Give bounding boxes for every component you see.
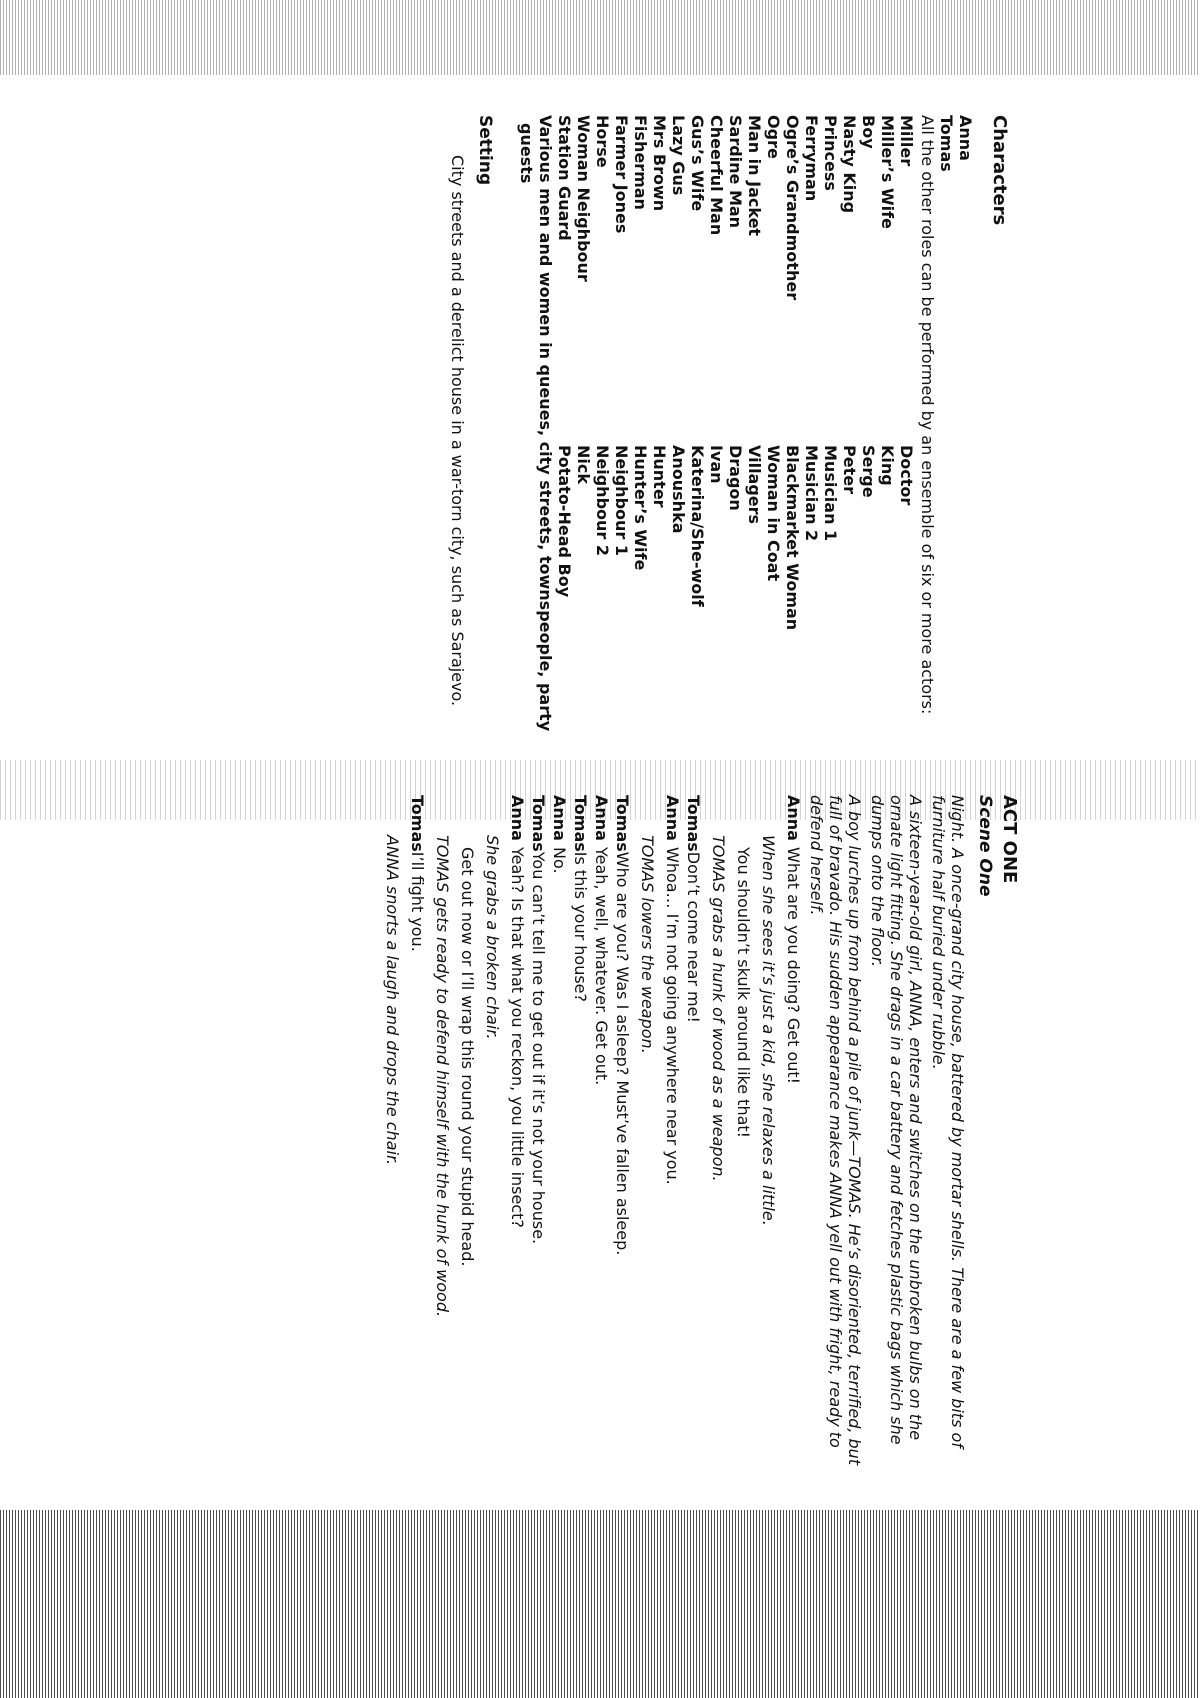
dialogue-line: [408, 795, 427, 1475]
dialogue-text: No.: [550, 847, 569, 874]
setting-heading: Setting: [475, 115, 495, 186]
scene-heading: Scene One: [975, 795, 995, 897]
dialogue-text: Whoa… I’m not going anywhere near you.: [663, 847, 682, 1185]
dialogue-text: You shouldn’t skulk around like that!: [734, 847, 753, 1139]
dialogue-text: Yeah, well, whatever. Get out.: [592, 847, 611, 1086]
dialogue-line: [458, 795, 477, 1475]
script-lines: [383, 795, 803, 1475]
role-item: Cheerful Man: [707, 115, 726, 236]
role-item: Mrs Brown: [650, 115, 669, 212]
role-item: King: [878, 445, 897, 486]
stage-direction-opening-1: Night. A once-grand city house, battered by mortar shells. There are a few bits of furniture half buried under rubble.: [929, 795, 967, 1448]
role-item: Hunter: [650, 445, 669, 508]
role-item: Woman Neighbour: [574, 115, 593, 282]
act-heading: ACT ONE: [999, 795, 1020, 884]
roles-column-1: [555, 115, 916, 445]
dialogue-line: [592, 795, 611, 1475]
dialogue-line: [508, 795, 527, 1475]
role-item: Woman in Coat: [764, 445, 783, 582]
roles-column-2: [555, 445, 916, 785]
role-item: Man in Jacket: [745, 115, 764, 237]
dialogue-line: [550, 795, 569, 1475]
role-item: Ivan: [707, 445, 726, 484]
role-item: Serge: [859, 445, 878, 498]
dialogue-text: I’ll fight you.: [408, 851, 427, 952]
characters-heading: Characters: [989, 115, 1010, 226]
speaker-name: Anna: [592, 795, 611, 841]
speaker-name: Anna: [508, 795, 527, 841]
role-item: Musician 1: [821, 445, 840, 542]
ensemble-roles: [555, 115, 916, 795]
role-item: Katerina/She-wolf: [688, 445, 707, 607]
stage-direction: TOMAS gets ready to defend himself with the hunk of wood.: [433, 835, 452, 1318]
dialogue-text: What are you doing? Get out!: [784, 847, 803, 1085]
dialogue-text: Get out now or I’ll wrap this round your stupid head.: [458, 847, 477, 1267]
dialogue-line: [663, 795, 682, 1475]
role-item: Ferryman: [802, 115, 821, 202]
speaker-name: Tomas: [529, 795, 548, 852]
speaker-name: Anna: [784, 795, 803, 841]
role-item: Fisherman: [631, 115, 650, 210]
speaker-name: Tomas: [571, 795, 590, 852]
role-item: Station Guard: [555, 115, 574, 241]
role-item: Musician 2: [802, 445, 821, 542]
dialogue-text: Is this your house?: [571, 851, 590, 1003]
role-item: Neighbour 1: [612, 445, 631, 556]
role-item: Blackmarket Woman: [783, 445, 802, 631]
dialogue-text: Don’t come near me!: [684, 851, 703, 1023]
speaker-name: Tomas: [408, 795, 427, 852]
role-item: Miller: [897, 115, 916, 167]
setting-text: City streets and a derelict house in a war-torn city, such as Sarajevo.: [448, 155, 467, 707]
dialogue-text: Yeah? Is that what you reckon, you little insect?: [508, 847, 527, 1228]
characters-page: [0, 115, 1010, 795]
dialogue-line: [734, 795, 753, 1475]
stage-direction: When she sees it’s just a kid, she relaxes a little.: [759, 835, 778, 1226]
role-item: Anoushka: [669, 445, 688, 534]
stage-direction-opening-2: A sixteen-year-old girl, ANNA, enters and switches on the unbroken bulbs on the ornate light fitting. She drags in a car battery and fetches plastic bags which she dumps onto the floor.: [868, 795, 925, 1445]
stage-direction: She grabs a broken chair.: [483, 835, 502, 1040]
dialogue-line: [684, 795, 703, 1475]
stage-direction-opening-3: A boy lurches up from behind a pile of junk—TOMAS. He’s disoriented, terrified, but full of bravado. His sudden appearance makes ANNA yell out with fright, ready to defend herself.: [807, 795, 864, 1466]
role-item: Villagers: [745, 445, 764, 525]
stage-direction: ANNA snorts a laugh and drops the chair.: [383, 835, 402, 1166]
speaker-name: Tomas: [684, 795, 703, 852]
role-item: Doctor: [897, 445, 916, 506]
ensemble-note: All the other roles can be performed by an ensemble of six or more actors:: [918, 115, 937, 715]
act-one-page: [10, 795, 1020, 1475]
role-item: Hunter’s Wife: [631, 445, 650, 571]
scan-noise-top: [0, 0, 1200, 75]
role-item: Sardine Man: [726, 115, 745, 229]
lead-tomas: Tomas: [937, 115, 956, 172]
role-item: Horse: [593, 115, 612, 168]
stage-direction: TOMAS lowers the weapon.: [638, 835, 657, 1054]
role-item: Miller’s Wife: [878, 115, 897, 229]
scan-noise-bottom: [0, 1510, 1200, 1698]
dialogue-line: [613, 795, 632, 1475]
speaker-name: Tomas: [613, 795, 632, 852]
dialogue-line: [784, 795, 803, 1475]
role-item: Ogre’s Grandmother: [783, 115, 802, 301]
role-item: Ogre: [764, 115, 783, 159]
role-item: Peter: [840, 445, 859, 494]
role-item: Potato-Head Boy: [555, 445, 574, 598]
role-item: Boy: [859, 115, 878, 149]
dialogue-line: [529, 795, 548, 1475]
role-item: Gus’s Wife: [688, 115, 707, 212]
role-item: Dragon: [726, 445, 745, 511]
dialogue-text: You can’t tell me to get out if it’s not your house.: [529, 851, 548, 1245]
role-item: Nasty King: [840, 115, 859, 214]
dialogue-text: Who are you? Was I asleep? Must’ve fallen asleep.: [613, 851, 632, 1256]
role-item: Neighbour 2: [593, 445, 612, 556]
role-item: Lazy Gus: [669, 115, 688, 196]
lead-anna: Anna: [956, 115, 975, 161]
role-item: Nick: [574, 445, 593, 484]
crowd-roles: Various men and women in queues, city streets, townspeople, party guests: [517, 115, 555, 732]
lead-characters: [937, 115, 975, 795]
role-item: Princess: [821, 115, 840, 191]
speaker-name: Anna: [663, 795, 682, 841]
stage-direction: TOMAS grabs a hunk of wood as a weapon.: [709, 835, 728, 1182]
role-item: Farmer Jones: [612, 115, 631, 234]
speaker-name: Anna: [550, 795, 569, 841]
dialogue-line: [571, 795, 590, 1475]
